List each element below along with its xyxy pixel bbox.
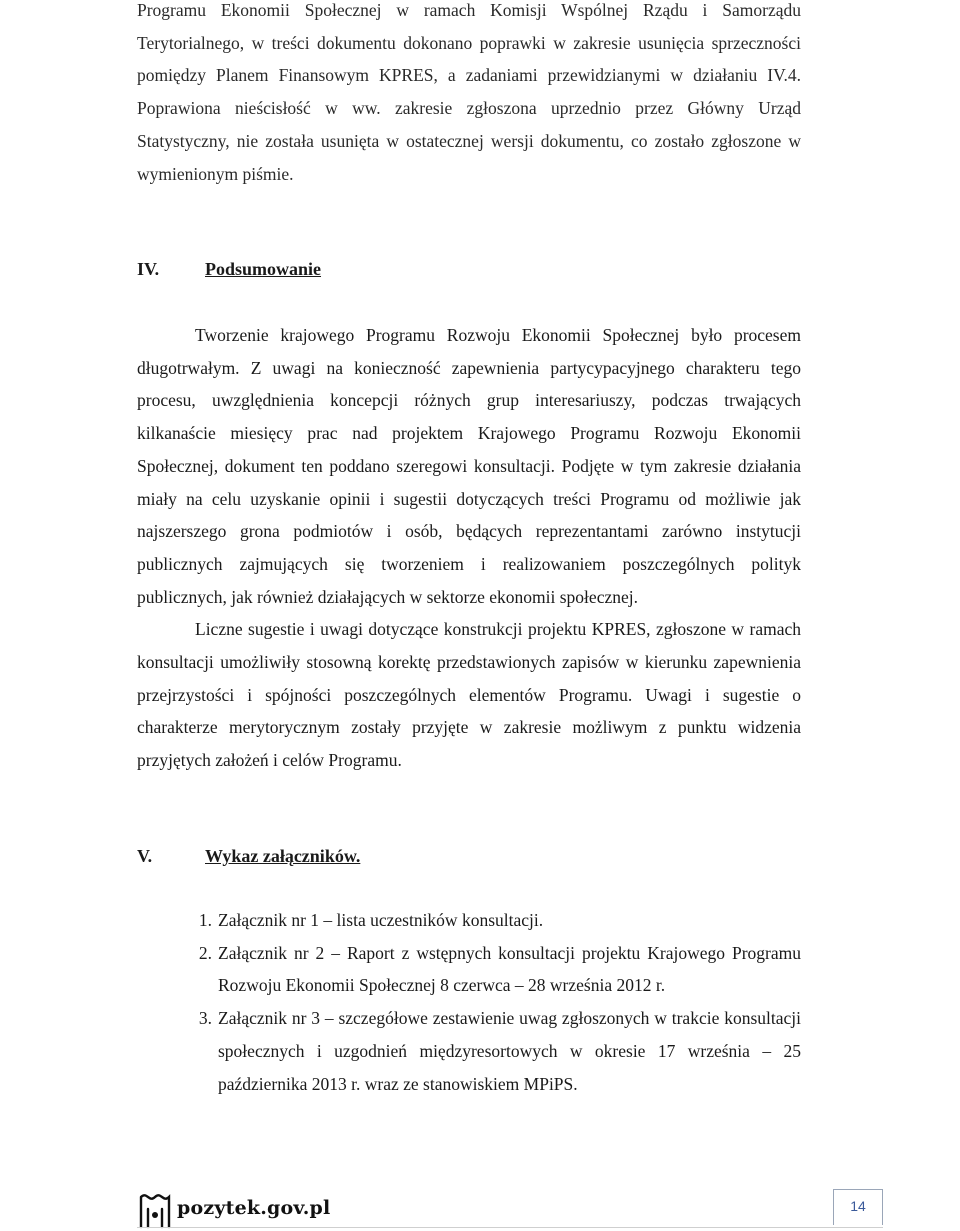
attachments-list xyxy=(137,904,801,1100)
section-heading-v xyxy=(137,844,360,868)
section-number: IV. xyxy=(137,259,160,279)
list-item-number: 3. xyxy=(198,1008,212,1029)
footer-divider xyxy=(137,1227,883,1228)
intro-paragraph-block xyxy=(137,0,801,190)
section-title: Podsumowanie xyxy=(205,259,322,279)
list-item-number: 2. xyxy=(198,942,212,963)
section-heading-iv xyxy=(137,257,321,281)
list-item xyxy=(137,904,801,937)
list-item-text: Załącznik nr 2 – Raport z wstępnych konsultacji projektu Krajowego Programu Rozwoju Ekonomii Społecznej 8 czerwca – 28 września 2012 r. xyxy=(218,942,801,996)
list-item xyxy=(137,937,801,1002)
list-item-text: Załącznik nr 1 – lista uczestników konsultacji. xyxy=(218,910,544,930)
pozytek-logo-icon xyxy=(137,1189,173,1231)
section-number: V. xyxy=(137,846,153,866)
list-item-number: 1. xyxy=(198,910,212,930)
page-number-box xyxy=(833,1189,883,1225)
footer-site-name: pozytek.gov.pl xyxy=(177,1197,331,1219)
summary-paragraph-1: Tworzenie krajowego Programu Rozwoju Ekonomii Społecznej było procesem długotrwałym. Z uwagi na konieczność zapewnienia partycypacyjnego charakteru tego procesu, uwzględnienia koncepcji różnych grup interesariuszy, podczas trwających kilkanaście miesięcy prac nad projektem Krajowego Programu Rozwoju Ekonomii Społecznej, dokument ten poddano szeregowi konsultacji. Podjęte w tym zakresie działania miały na celu uzyskanie opinii i sugestii dotyczących treści Programu od możliwie jak najszerszego grona podmiotów i osób, będących reprezentantami zarówno instytucji publicznych zajmujących się tworzeniem i realizowaniem poszczególnych polityk publicznych, jak również działających w sektorze ekonomii społecznej. xyxy=(137,325,801,607)
intro-paragraph: Programu Ekonomii Społecznej w ramach Komisji Wspólnej Rządu i Samorządu Terytorialnego, w treści dokumentu dokonano poprawki w zakresie usunięcia sprzeczności pomiędzy Planem Finansowym KPRES, a zadaniami przewidzianymi w działaniu IV.4. Poprawiona nieścisłość w ww. zakresie zgłoszona uprzednio przez Główny Urząd Statystyczny, nie została usunięta w ostatecznej wersji dokumentu, co zostało zgłoszone w wymienionym piśmie. xyxy=(137,0,801,184)
page-number: 14 xyxy=(850,1198,866,1214)
list-item-text: Załącznik nr 3 – szczegółowe zestawienie uwag zgłoszonych w trakcie konsultacji społecznych i uzgodnień międzyresortowych w okresie 17 września – 25 października 2013 r. wraz ze stanowiskiem MPiPS. xyxy=(218,1008,801,1094)
page-footer xyxy=(137,1185,883,1230)
section-title: Wykaz załączników. xyxy=(205,846,361,866)
list-item xyxy=(137,1002,801,1100)
section-iv-body xyxy=(137,319,801,777)
summary-paragraph-2: Liczne sugestie i uwagi dotyczące konstrukcji projektu KPRES, zgłoszone w ramach konsultacji umożliwiły stosowną korektę przedstawionych zapisów w kierunku zapewnienia przejrzystości i spójności poszczególnych elementów Programu. Uwagi i sugestie o charakterze merytorycznym zostały przyjęte w zakresie możliwym z punktu widzenia przyjętych założeń i celów Programu. xyxy=(137,619,801,771)
